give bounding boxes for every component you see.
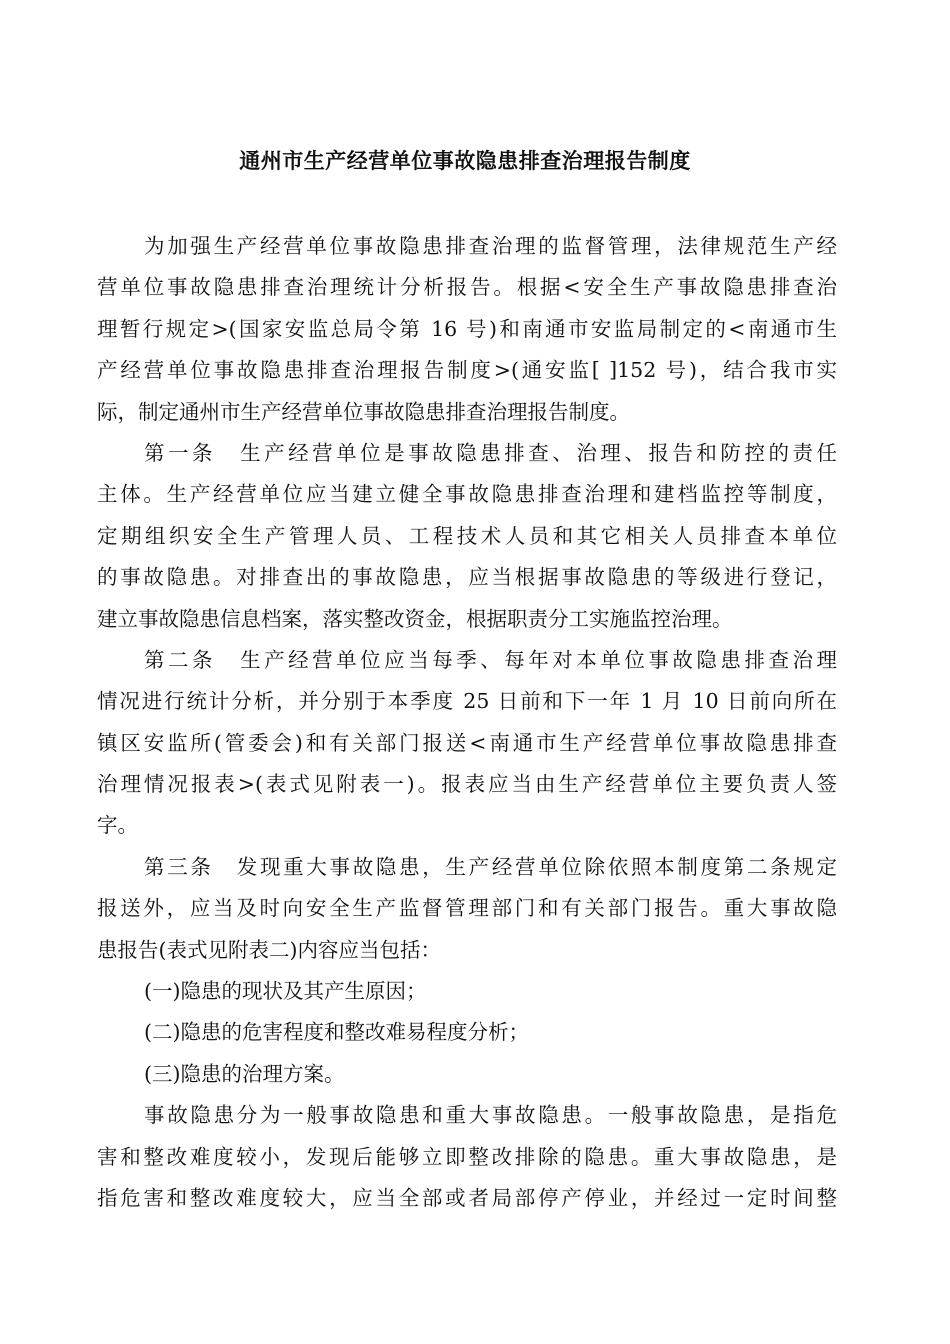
text-line: 第三条 发现重大事故隐患，生产经营单位除依照本制度第二条规定 bbox=[144, 854, 837, 879]
text-line: 第二条 生产经营单位应当每季、每年对本单位事故隐患排查治理 bbox=[144, 647, 837, 672]
text-line: 际，制定通州市生产经营单位事故隐患排查治理报告制度。 bbox=[97, 399, 630, 424]
text-line: 第一条 生产经营单位是事故隐患排查、治理、报告和防控的责任 bbox=[144, 440, 837, 465]
text-line: 定期组织安全生产管理人员、工程技术人员和其它相关人员排查本单位 bbox=[97, 523, 837, 548]
text-line: 事故隐患分为一般事故隐患和重大事故隐患。一般事故隐患，是指危 bbox=[144, 1103, 837, 1128]
document-title: 通州市生产经营单位事故隐患排查治理报告制度 bbox=[239, 149, 691, 173]
text-line: 字。 bbox=[97, 813, 138, 838]
text-line: 建立事故隐患信息档案，落实整改资金，根据职责分工实施监控治理。 bbox=[97, 606, 733, 631]
text-line: 理暂行规定>(国家安监总局令第 16 号)和南通市安监局制定的<南通市生 bbox=[97, 316, 837, 341]
text-line: 指危害和整改难度较大，应当全部或者局部停产停业，并经过一定时间整 bbox=[97, 1185, 837, 1210]
text-line: (二)隐患的危害程度和整改难易程度分析； bbox=[144, 1020, 529, 1045]
text-line: 主体。生产经营单位应当建立健全事故隐患排查治理和建档监控等制度， bbox=[97, 482, 837, 507]
text-line: 患报告(表式见附表二)内容应当包括： bbox=[97, 937, 441, 962]
text-line: 的事故隐患。对排查出的事故隐患，应当根据事故隐患的等级进行登记， bbox=[97, 565, 837, 590]
text-line: 报送外，应当及时向安全生产监督管理部门和有关部门报告。重大事故隐 bbox=[97, 896, 837, 921]
text-line: 为加强生产经营单位事故隐患排查治理的监督管理，法律规范生产经 bbox=[144, 234, 837, 258]
text-line: 害和整改难度较小，发现后能够立即整改排除的隐患。重大事故隐患，是 bbox=[97, 1144, 837, 1169]
text-line: 治理情况报表>(表式见附表一)。报表应当由生产经营单位主要负责人签 bbox=[97, 772, 837, 797]
text-line: (三)隐患的治理方案。 bbox=[144, 1061, 345, 1086]
document-body bbox=[97, 226, 837, 1219]
text-line: 产经营单位事故隐患排查治理报告制度>(通安监[ ]152 号)，结合我市实 bbox=[97, 358, 837, 383]
text-line: 镇区安监所(管委会)和有关部门报送<南通市生产经营单位事故隐患排查 bbox=[97, 730, 837, 755]
text-line: (一)隐患的现状及其产生原因； bbox=[144, 979, 427, 1004]
text-line: 营单位事故隐患排查治理统计分析报告。根据<安全生产事故隐患排查治 bbox=[97, 275, 837, 300]
text-line: 情况进行统计分析，并分别于本季度 25 日前和下一年 1 月 10 日前向所在 bbox=[97, 689, 837, 714]
